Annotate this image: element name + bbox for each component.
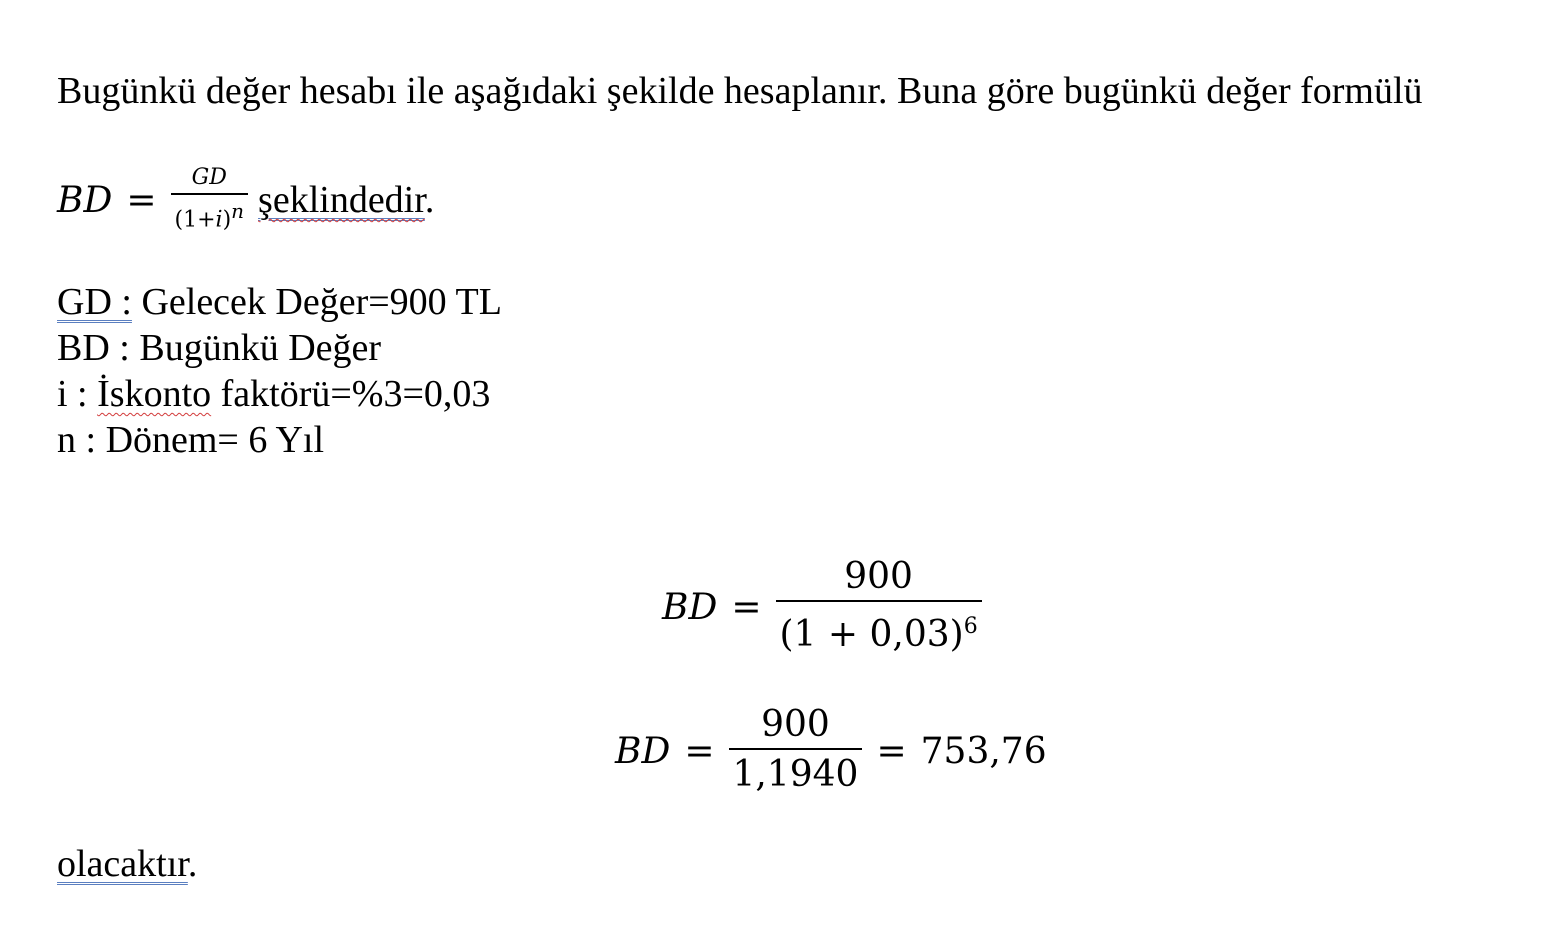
eq1-equals: =	[731, 586, 762, 628]
eq2-equals-2: =	[876, 730, 907, 772]
definition-i	[57, 371, 502, 417]
intro-paragraph	[57, 68, 1423, 114]
formula-suffix: şeklindedir.	[258, 179, 435, 221]
definition-n	[57, 417, 502, 463]
definition-text: Bugünkü Değer	[129, 327, 382, 369]
intro-text: Bugünkü değer hesabı ile aşağıdaki şekilde hesaplanır. Buna göre bugünkü değer formülü	[57, 70, 1423, 112]
eq2-numerator: 900	[761, 704, 830, 745]
definition-text: Dönem= 6 Yıl	[96, 419, 325, 461]
formula-line	[57, 160, 434, 240]
seklindedir-word: şeklindedir	[258, 179, 425, 221]
definition-term: i :	[57, 373, 88, 415]
eq1-lhs: BD	[662, 586, 718, 628]
formula-lhs: BD	[57, 179, 113, 221]
definitions-list	[57, 279, 502, 463]
definition-gd	[57, 279, 502, 325]
equation-1	[662, 552, 982, 662]
eq2-equals: =	[684, 730, 715, 772]
eq2-denominator: 1,1940	[732, 754, 859, 795]
definition-text: faktörü=%3=0,03	[211, 373, 491, 415]
eq1-numerator: 900	[844, 556, 913, 597]
formula-numerator: GD	[191, 165, 227, 191]
definition-term: BD :	[57, 327, 130, 369]
eq1-denominator: $(1 + 0,03)^6$	[779, 614, 978, 655]
closing-line	[57, 841, 197, 887]
closing-word: olacaktır	[57, 843, 188, 885]
equation-2	[615, 696, 1047, 806]
closing-punct: .	[187, 843, 198, 885]
formula-denominator: $(1+i)^n$	[174, 199, 245, 233]
formula-fraction	[171, 163, 249, 236]
iskonto-word: İskonto	[97, 373, 212, 415]
eq2-lhs: BD	[615, 730, 671, 772]
definition-text: Gelecek Değer=900 TL	[131, 281, 502, 323]
eq1-fraction	[776, 554, 982, 660]
eq2-result: 753,76	[920, 730, 1047, 772]
formula-equals: =	[126, 179, 157, 221]
definition-bd	[57, 325, 502, 371]
definition-term: n :	[57, 419, 97, 461]
eq2-fraction	[729, 702, 863, 800]
definition-term: GD :	[57, 281, 132, 323]
